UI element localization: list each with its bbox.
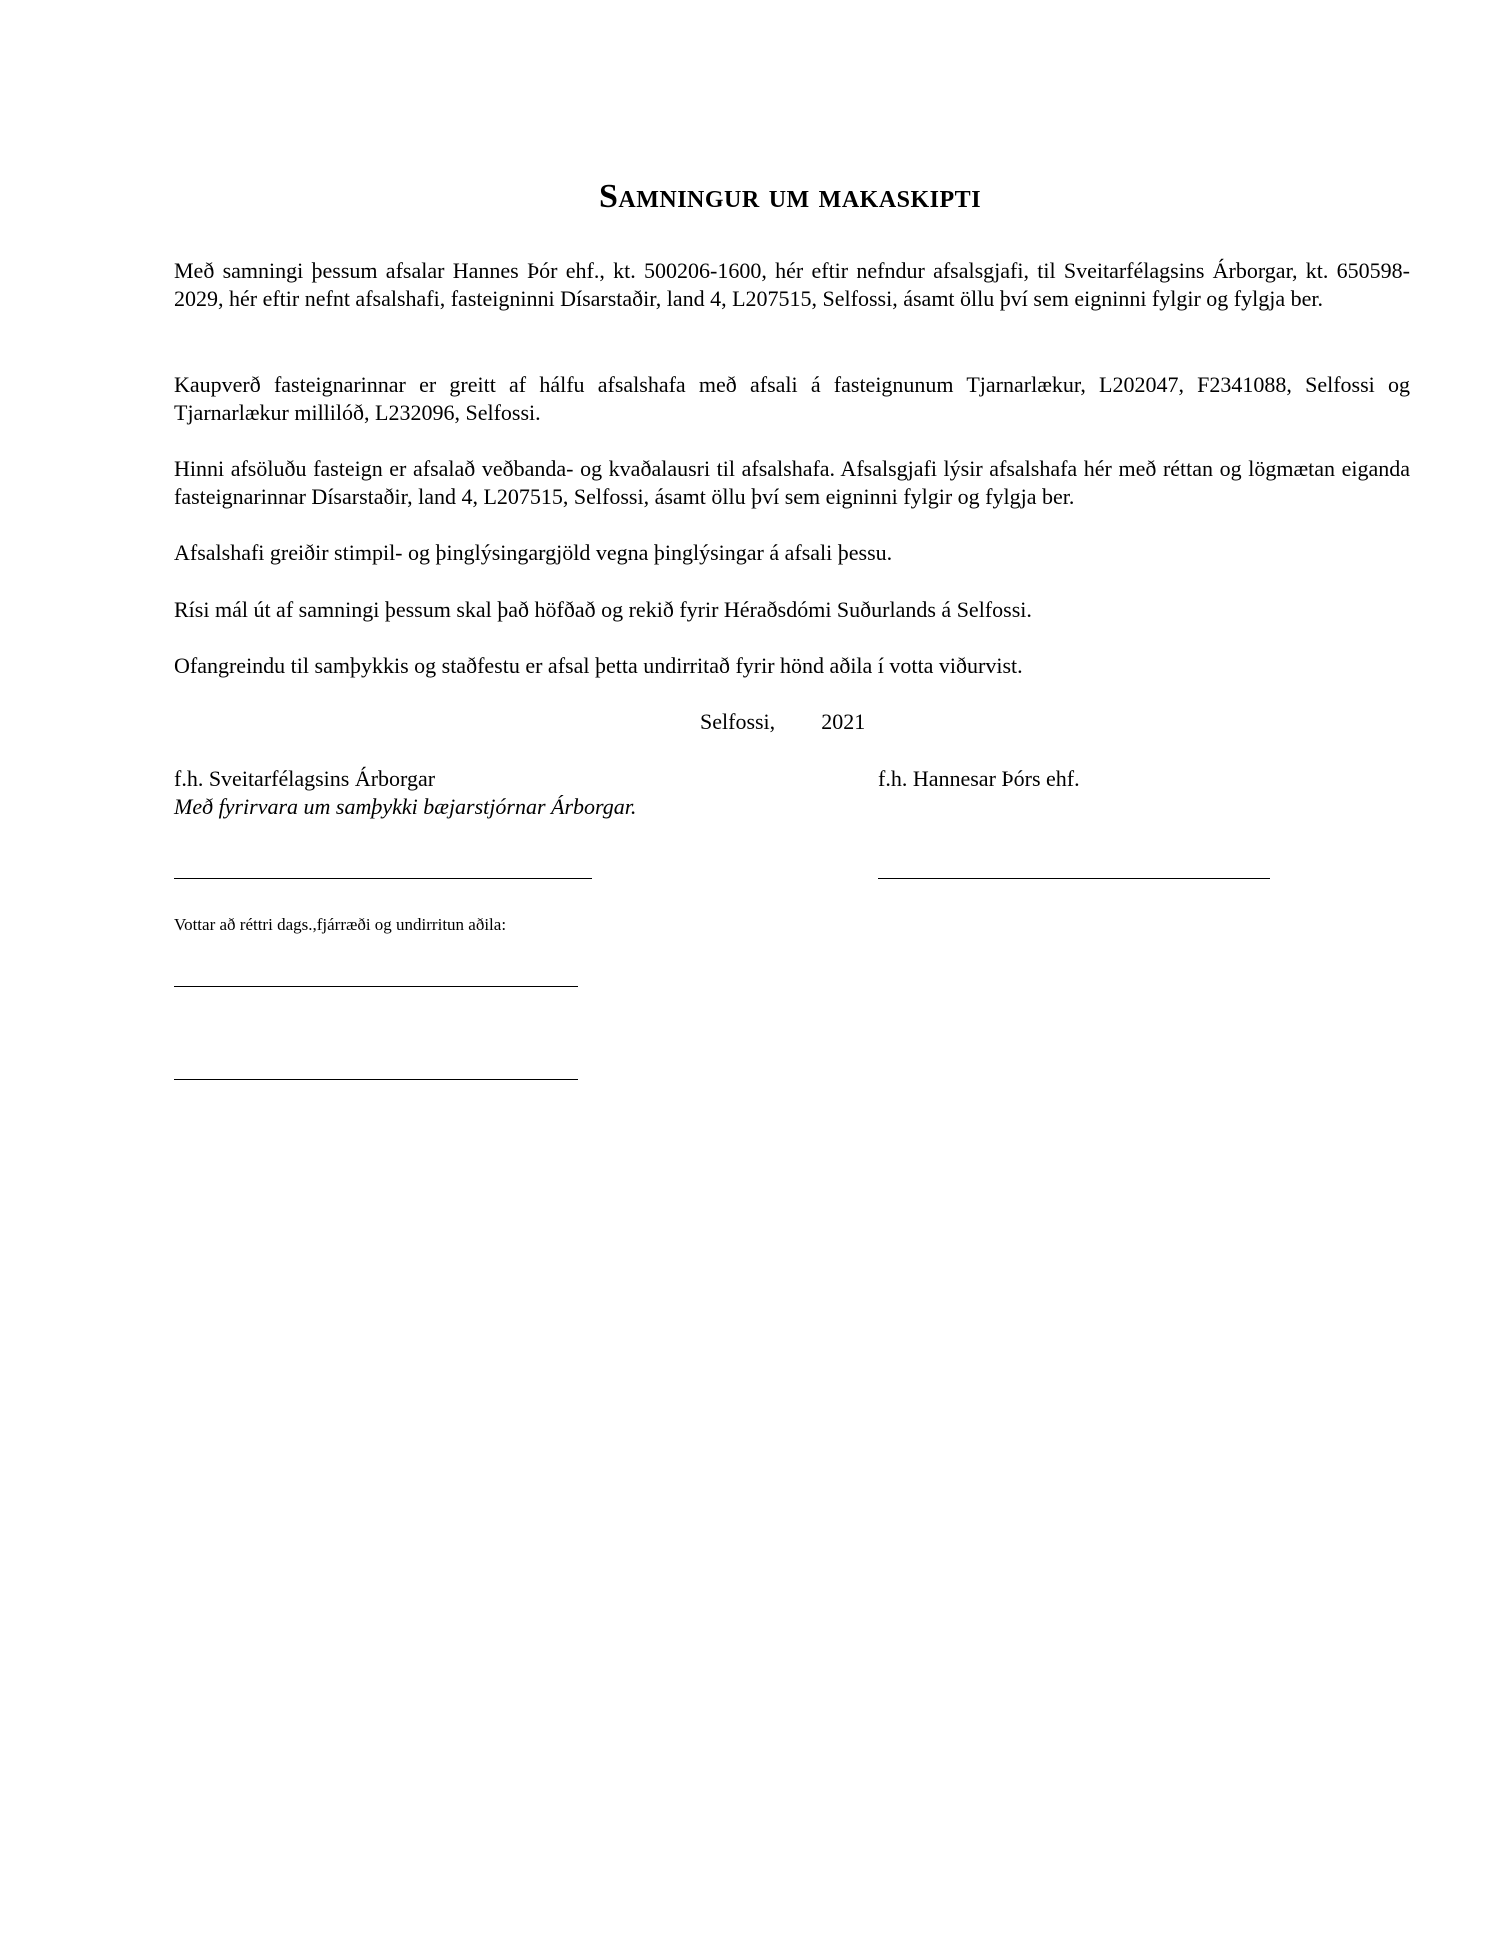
signature-line-right — [878, 878, 1270, 879]
signatory-left-label: f.h. Sveitarfélagsins Árborgar — [174, 766, 436, 791]
paragraph-encumbrance: Hinni afsöluðu fasteign er afsalað veðbanda- og kvaðalausri til afsalshafa. Afsalsgjafi lýsir afsalshafa hér með réttan og lögmætan eiganda fasteignarinnar Dísarstaðir, land 4, L207515, Selfossi, ásamt öllu því sem eigninni fylgir og fylgja ber. — [174, 456, 1410, 509]
paragraph-transfer: Með samningi þessum afsalar Hannes Þór ehf., kt. 500206-1600, hér eftir nefndur afsalsgjafi, til Sveitarfélagsins Árborgar, kt. 650598-2029, hér eftir nefnt afsalshafi, fasteigninni Dísarstaðir, land 4, L207515, Selfossi, ásamt öllu því sem eigninni fylgir og fylgja ber. — [174, 258, 1410, 311]
place-and-date — [700, 708, 865, 736]
witness-line-1 — [174, 986, 578, 987]
signatory-left — [174, 765, 636, 821]
paragraph-fees: Afsalshafi greiðir stimpil- og þinglýsingargjöld vegna þinglýsingar á afsali þessu. — [174, 540, 893, 565]
paragraph-jurisdiction: Rísi mál út af samningi þessum skal það höfðað og rekið fyrir Héraðsdómi Suðurlands á Selfossi. — [174, 597, 1032, 622]
signatory-right — [878, 765, 1080, 793]
signature-line-left — [174, 878, 592, 879]
signatory-left-note: Með fyrirvara um samþykki bæjarstjórnar Árborgar. — [174, 794, 637, 819]
year: 2021 — [821, 709, 866, 734]
witness-label: Vottar að réttri dags.,fjárræði og undirritun aðila: — [174, 915, 507, 934]
signatory-right-label: f.h. Hannesar Þórs ehf. — [878, 766, 1080, 791]
witness-line-2 — [174, 1079, 578, 1080]
paragraph-price: Kaupverð fasteignarinnar er greitt af hálfu afsalshafa með afsali á fasteignunum Tjarnarlækur, L202047, F2341088, Selfossi og Tjarnarlækur millilóð, L232096, Selfossi. — [174, 372, 1410, 425]
document-title: Samningur um makaskipti — [598, 178, 982, 215]
paragraph-confirmation: Ofangreindu til samþykkis og staðfestu er afsal þetta undirritað fyrir hönd aðila í votta viðurvist. — [174, 653, 1023, 678]
place: Selfossi, — [700, 709, 776, 734]
